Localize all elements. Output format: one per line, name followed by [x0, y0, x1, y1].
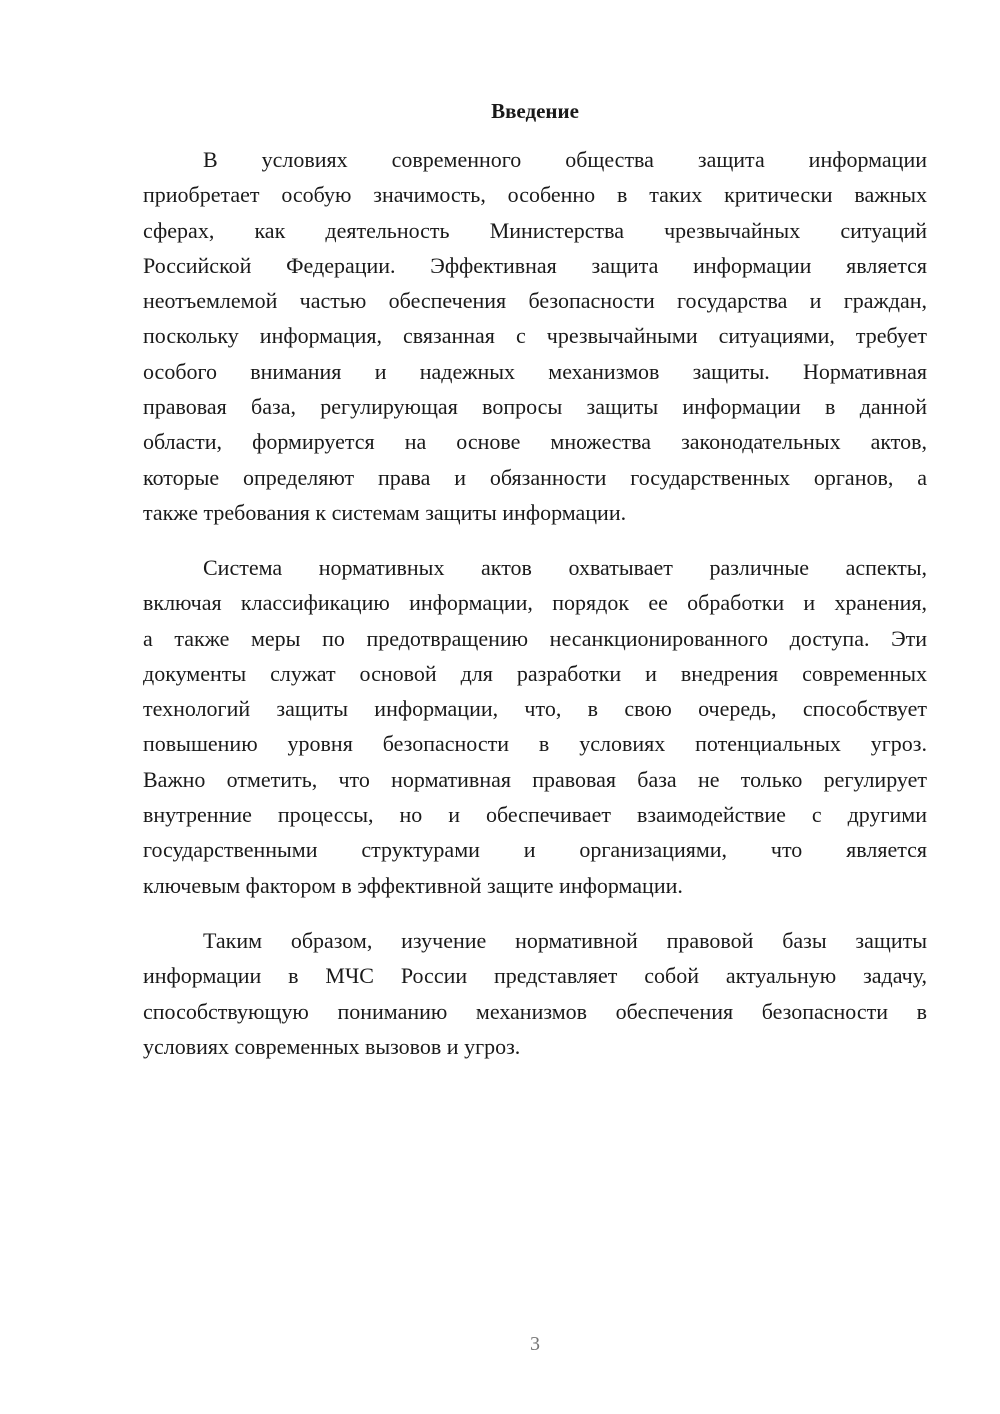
- text-line: области, формируется на основе множества законодательных актов,: [143, 429, 927, 455]
- text-line: условиях современных вызовов и угроз.: [143, 1033, 521, 1059]
- text-line: Российской Федерации. Эффективная защита информации является: [143, 252, 927, 278]
- paragraph-3: [143, 923, 927, 1064]
- page-number: 3: [530, 1333, 540, 1355]
- text-line: способствующую пониманию механизмов обеспечения безопасности в: [143, 998, 927, 1024]
- text-line: которые определяют права и обязанности государственных органов, а: [143, 464, 927, 490]
- text-line: ключевым фактором в эффективной защите информации.: [143, 872, 683, 898]
- text-line: документы служат основой для разработки и внедрения современных: [143, 660, 927, 686]
- section-title: Введение: [491, 99, 579, 123]
- text-line: В условиях современного общества защита информации: [203, 147, 927, 172]
- text-line: поскольку информация, связанная с чрезвычайными ситуациями, требует: [143, 323, 927, 349]
- text-line: повышению уровня безопасности в условиях потенциальных угроз.: [143, 731, 927, 757]
- paragraph-2: [143, 550, 927, 903]
- text-line: внутренние процессы, но и обеспечивает взаимодействие с другими: [143, 802, 927, 828]
- text-line: а также меры по предотвращению несанкционированного доступа. Эти: [143, 625, 927, 651]
- text-line: сферах, как деятельность Министерства чрезвычайных ситуаций: [143, 217, 927, 243]
- text-line: правовая база, регулирующая вопросы защиты информации в данной: [143, 394, 927, 420]
- text-line: включая классификацию информации, порядок ее обработки и хранения,: [143, 590, 927, 616]
- text-line: технологий защиты информации, что, в свою очередь, способствует: [143, 696, 927, 722]
- text-line: государственными структурами и организациями, что является: [143, 837, 927, 863]
- text-line: Важно отметить, что нормативная правовая база не только регулирует: [143, 766, 927, 792]
- text-line: неотъемлемой частью обеспечения безопасности государства и граждан,: [143, 288, 927, 314]
- text-line: особого внимания и надежных механизмов защиты. Нормативная: [143, 358, 927, 384]
- text-line: также требования к системам защиты информации.: [143, 499, 627, 525]
- paragraph-1: [143, 142, 927, 530]
- text-line: Система нормативных актов охватывает различные аспекты,: [203, 555, 927, 580]
- text-line: информации в МЧС России представляет собой актуальную задачу,: [143, 963, 927, 989]
- text-line: приобретает особую значимость, особенно в таких критически важных: [143, 182, 927, 208]
- text-line: Таким образом, изучение нормативной правовой базы защиты: [203, 928, 927, 953]
